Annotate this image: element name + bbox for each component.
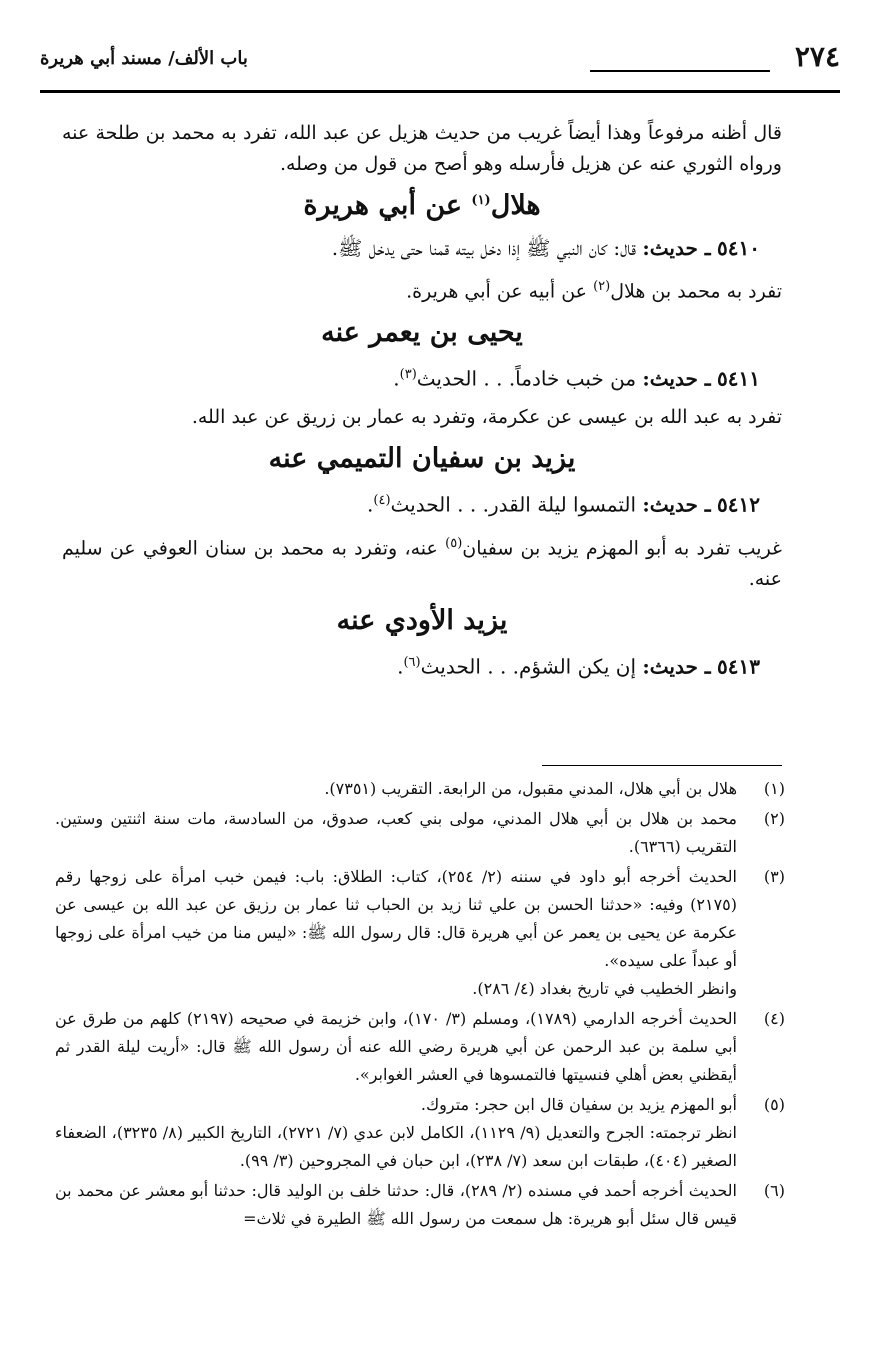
footnote [55, 775, 785, 803]
entry-text: التمسوا ليلة القدر. . . الحديث [390, 492, 643, 517]
comment-paragraph [62, 271, 782, 307]
footnote-number: (٤) [763, 1009, 785, 1028]
footnote-text: وانظر الخطيب في تاريخ بغداد (٤/ ٢٨٦). [472, 979, 737, 998]
footnote-text: انظر ترجمته: الجرح والتعديل (٩/ ١١٢٩)، الكامل لابن عدي (٧/ ٢٧٢١)، التاريخ الكبير (٨/ ٣٢٣٥)، الضعفاء الصغير (٤٠٤)، طبقات ابن سعد (٧/ ٢٣٨)، ابن حبان في المجروحين (٣/ ٩٩). [55, 1123, 737, 1170]
footnote [55, 1091, 785, 1175]
footnote-text: أبو المهزم يزيد بن سفيان قال ابن حجر: متروك. [420, 1095, 737, 1114]
section-heading: يزيد بن سفيان التميمي عنه [268, 442, 576, 474]
hadith-entry [62, 358, 782, 396]
entry-number: ٥٤١٢ [717, 492, 760, 517]
footnote-text: الحديث أخرجه أحمد في مسنده (٢/ ٢٨٩)، قال: حدثنا خلف بن الوليد قال: حدثنا أبو معشر عن محمد بن قيس قال سئل أبو هريرة: هل سمعت من رسول الله ﷺ الطيرة في ثلاث= [55, 1181, 738, 1228]
footnote-number: (١) [763, 779, 785, 798]
entry-label: ـ حديث: [642, 492, 711, 517]
header-rule [40, 90, 840, 93]
heading-text: هلال [490, 190, 541, 221]
footnotes [55, 775, 785, 1235]
footnote [55, 1177, 785, 1233]
entry-label: ـ حديث: [642, 654, 711, 679]
page-number: ٢٧٤ [794, 40, 840, 73]
entry-end: . [397, 654, 404, 679]
hadith-entry [62, 231, 782, 265]
section-heading [62, 190, 782, 221]
footnote-number: (٣) [763, 867, 785, 886]
entry-label: ـ حديث: [642, 236, 711, 260]
comment-text: تفرد به محمد بن هلال [610, 280, 782, 303]
entry-end: . [367, 492, 374, 517]
comment-text: غريب تفرد به أبو المهزم يزيد بن سفيان [462, 536, 782, 559]
heading-text: عن أبي هريرة [303, 190, 472, 221]
section-heading: يحيى بن يعمر عنه [321, 317, 523, 349]
main-text [62, 118, 782, 690]
footnote-separator [542, 765, 782, 766]
page-header [40, 40, 840, 90]
footnote-ref: (٥) [445, 535, 463, 551]
footnote-text: هلال بن أبي هلال، المدني مقبول، من الرابعة. التقريب (٧٣٥١). [324, 779, 737, 798]
entry-number: ٥٤١١ [717, 366, 760, 391]
footnote-number: (٦) [763, 1181, 785, 1200]
comment-text: عنه، وتفرد به محمد بن سنان العوفي عن سليم عنه. [62, 536, 782, 590]
comment-paragraph: تفرد به عبد الله بن عيسى عن عكرمة، وتفرد به عمار بن زريق عن عبد الله. [191, 405, 782, 428]
entry-text: إن يكن الشؤم. . . الحديث [420, 654, 643, 679]
intro-paragraph: قال أظنه مرفوعاً وهذا أيضاً غريب من حديث هزيل عن عبد الله، تفرد به محمد بن طلحة عنه ورواه الثوري عنه عن هزيل فأرسله وهو أصح من قول من وصله. [62, 122, 782, 175]
footnote-text: محمد بن هلال بن أبي هلال المدني، مولى بني كعب، صدوق، من السادسة، مات سنة اثنتين وستين. التقريب (٦٣٦٦). [55, 809, 737, 856]
footnote-ref: (٢) [593, 279, 611, 294]
footnote-ref: (١) [471, 193, 491, 208]
footnote-text: الحديث أخرجه أبو داود في سننه (٢/ ٢٥٤)، كتاب: الطلاق: باب: فيمن خبب امرأة على زوجها رقم (٢١٧٥) وفيه: «حدثنا الحسن بن علي ثنا زيد بن الحباب ثنا عمار بن رزيق عن عبد الله بن عيسى عن عكرمة عن يحيى بن يعمر عن أبي هريرة قال: قال رسول الله ﷺ: «ليس منا من خيب امرأة على زوجها أو عبداً على سيده». [55, 867, 737, 970]
header-short-rule [590, 70, 770, 72]
footnote [55, 863, 785, 1003]
comment-paragraph [62, 528, 782, 595]
entry-number: ٥٤١٠ [717, 236, 760, 260]
entry-label: ـ حديث: [642, 366, 711, 391]
footnote [55, 1005, 785, 1089]
footnote-ref: (٣) [399, 367, 417, 383]
entry-text: من خبب خادماً. . . الحديث [416, 366, 643, 391]
entry-text: قال: كان النبي ﷺ إذا دخل بيته قمنا حتى يدخل ﷺ. [331, 236, 643, 260]
section-heading: يزيد الأودي عنه [336, 604, 508, 636]
footnote-number: (٥) [763, 1095, 785, 1114]
footnote-ref: (٤) [373, 492, 391, 508]
comment-text: عن أبيه عن أبي هريرة. [406, 280, 594, 303]
hadith-entry [62, 646, 782, 684]
hadith-entry [62, 484, 782, 522]
footnote-ref: (٦) [403, 654, 421, 670]
footnote-text: الحديث أخرجه الدارمي (١٧٨٩)، ومسلم (٣/ ١٧٠)، وابن خزيمة في صحيحه (٢١٩٧) كلهم من طرق عن أبي سلمة بن عبد الرحمن عن أبي هريرة رضي الله عنه أن رسول الله ﷺ قال: «أريت ليلة القدر ثم أيقظني بعض أهلي فنسيتها فالتمسوها في العشر الغوابر». [55, 1009, 738, 1084]
entry-end: . [393, 366, 400, 391]
footnote [55, 805, 785, 861]
entry-number: ٥٤١٣ [717, 654, 760, 679]
running-title: باب الألف/ مسند أبي هريرة [40, 48, 248, 69]
footnote-number: (٢) [763, 809, 785, 828]
